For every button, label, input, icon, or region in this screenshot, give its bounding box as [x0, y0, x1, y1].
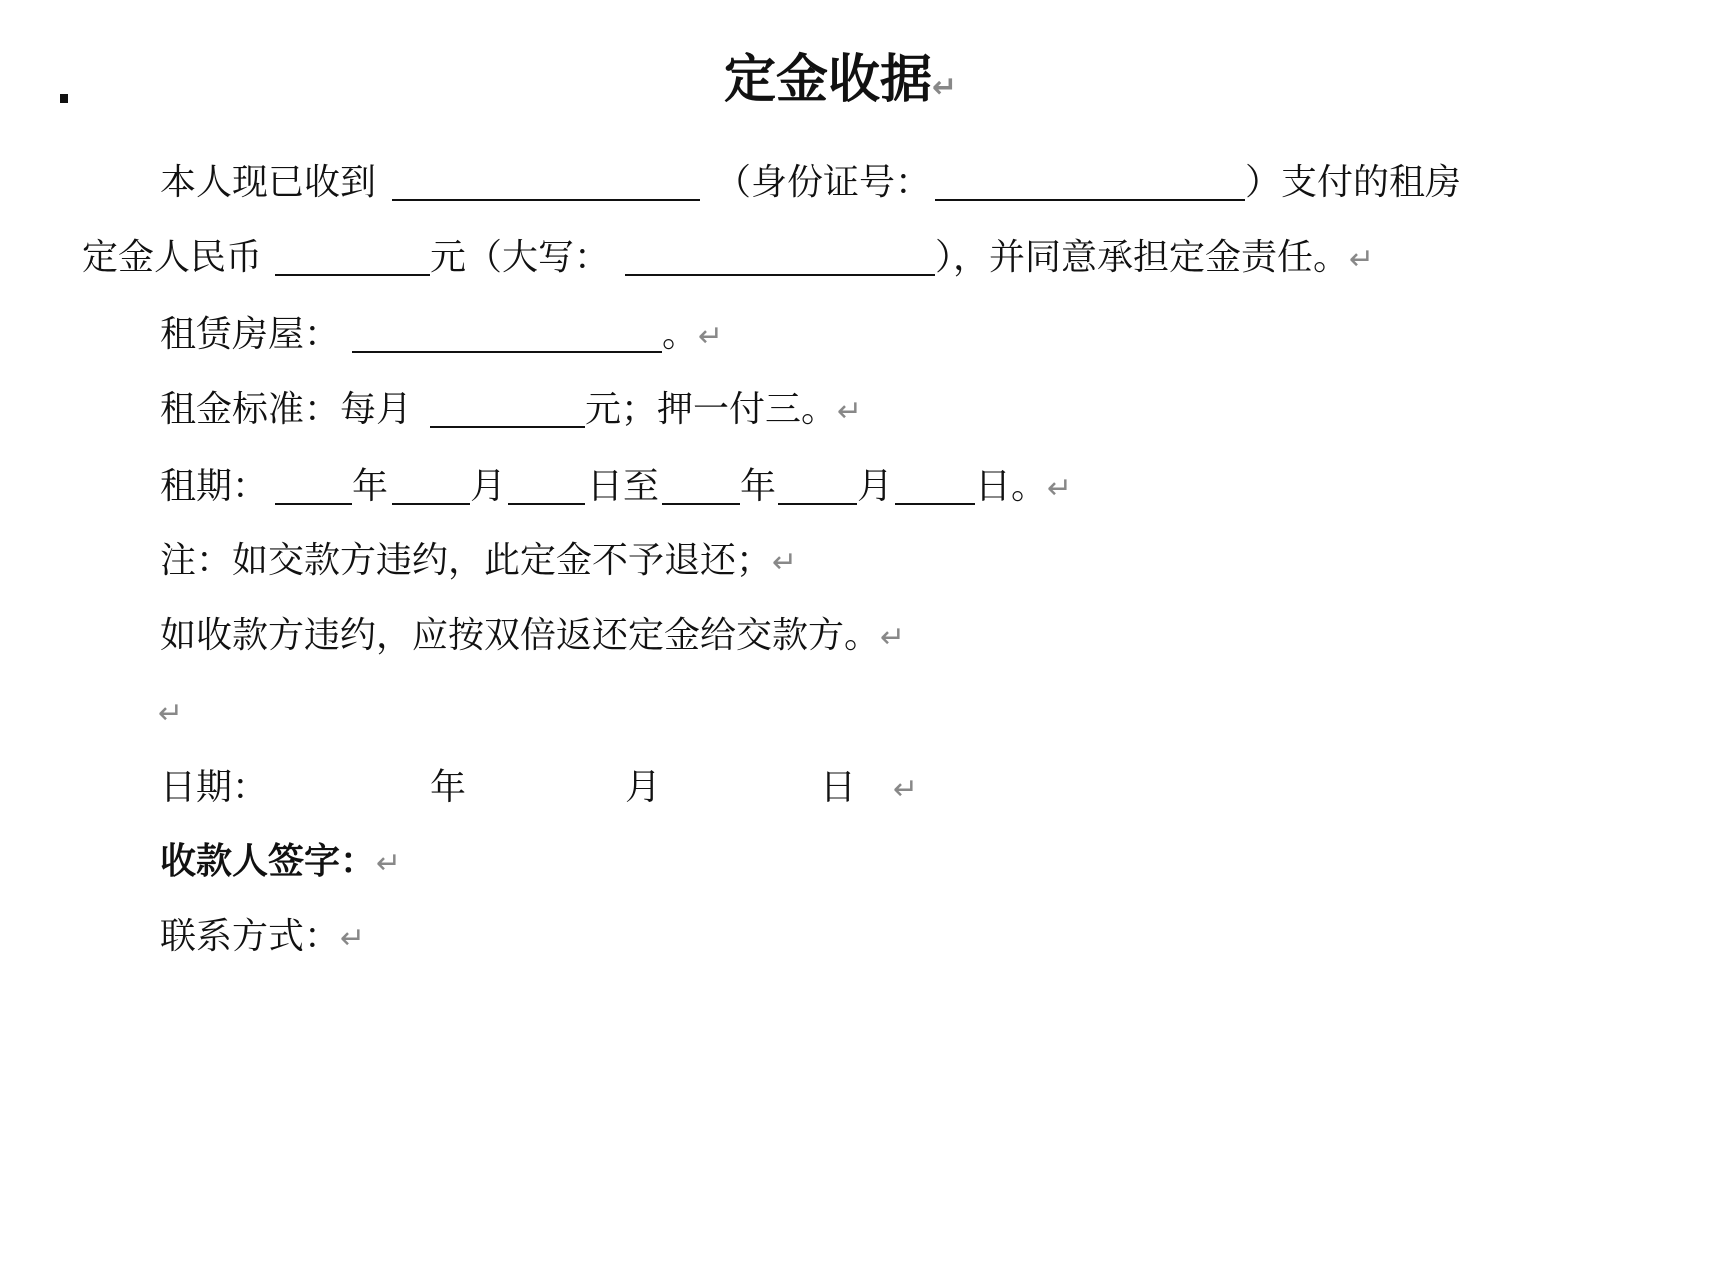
start-year-label: 年 — [352, 466, 389, 507]
bullet-mark — [60, 94, 68, 103]
line3-b — [662, 315, 723, 357]
date-return — [893, 768, 918, 810]
paragraph-mark-icon: ↵ — [772, 545, 798, 580]
start-year-blank[interactable] — [275, 503, 352, 505]
contact-label: 联系方式： — [160, 916, 341, 957]
paragraph-mark-icon: ↵ — [893, 772, 919, 807]
note-line-2-text: 如收款方违约，应按双倍返还定金给交款方。 — [160, 615, 881, 656]
paragraph-mark-icon: ↵ — [1349, 242, 1375, 277]
note-line-1 — [160, 541, 797, 583]
amount-uppercase-blank[interactable] — [625, 274, 935, 276]
line3-b-text: 。 — [662, 314, 699, 355]
paragraph-mark-icon: ↵ — [158, 696, 184, 731]
title-text: 定金收据 — [724, 50, 933, 110]
date-month: 月 — [625, 767, 662, 808]
end-month-blank[interactable] — [778, 503, 857, 505]
line1-c: ）支付的租房 — [1245, 162, 1462, 203]
empty-paragraph — [158, 692, 183, 734]
rental-house-blank[interactable] — [352, 351, 662, 353]
line4-b-text: 元；押一付三。 — [585, 389, 838, 430]
end-day-blank[interactable] — [895, 503, 975, 505]
start-day-blank[interactable] — [508, 503, 585, 505]
line4-b — [585, 390, 862, 432]
amount-blank[interactable] — [275, 274, 430, 276]
end-month-label: 月 — [857, 466, 894, 507]
note-line-1-text: 注：如交款方违约，此定金不予退还； — [160, 540, 773, 581]
start-day-label: 日至 — [587, 466, 660, 507]
payer-name-blank[interactable] — [392, 199, 700, 201]
document-title — [724, 50, 957, 118]
date-day: 日 — [820, 767, 857, 808]
line2-b: 元（大写： — [430, 237, 611, 278]
paragraph-mark-icon: ↵ — [340, 921, 366, 956]
note-line-2 — [160, 616, 905, 658]
monthly-rent-blank[interactable] — [430, 426, 585, 428]
date-year: 年 — [430, 767, 467, 808]
end-year-label: 年 — [740, 466, 777, 507]
line2-a: 定金人民币 — [82, 237, 263, 278]
date-label: 日期： — [160, 767, 269, 808]
end-day-text: 日。 — [975, 466, 1048, 507]
signature-line — [160, 842, 401, 884]
start-month-blank[interactable] — [392, 503, 470, 505]
id-number-blank[interactable] — [935, 199, 1245, 201]
paragraph-mark-icon: ↵ — [1047, 471, 1073, 506]
start-month-label: 月 — [470, 466, 507, 507]
paragraph-mark-icon: ↵ — [837, 394, 863, 429]
line3-a: 租赁房屋： — [160, 314, 341, 355]
line2-c-text: ），并同意承担定金责任。 — [935, 237, 1350, 278]
paragraph-mark-icon: ↵ — [376, 846, 402, 881]
line1-a: 本人现已收到 — [160, 162, 377, 203]
contact-line — [160, 917, 365, 959]
end-day-label — [975, 467, 1072, 509]
end-year-blank[interactable] — [662, 503, 740, 505]
line2-c — [935, 238, 1374, 280]
line4-a: 租金标准：每月 — [160, 389, 413, 430]
lease-term-label: 租期： — [160, 466, 269, 507]
paragraph-mark-icon: ↵ — [880, 620, 906, 655]
paragraph-mark-icon: ↵ — [698, 319, 724, 354]
signature-label: 收款人签字： — [160, 841, 377, 882]
paragraph-mark-icon: ↵ — [932, 70, 958, 105]
line1-b: （身份证号： — [715, 162, 932, 203]
